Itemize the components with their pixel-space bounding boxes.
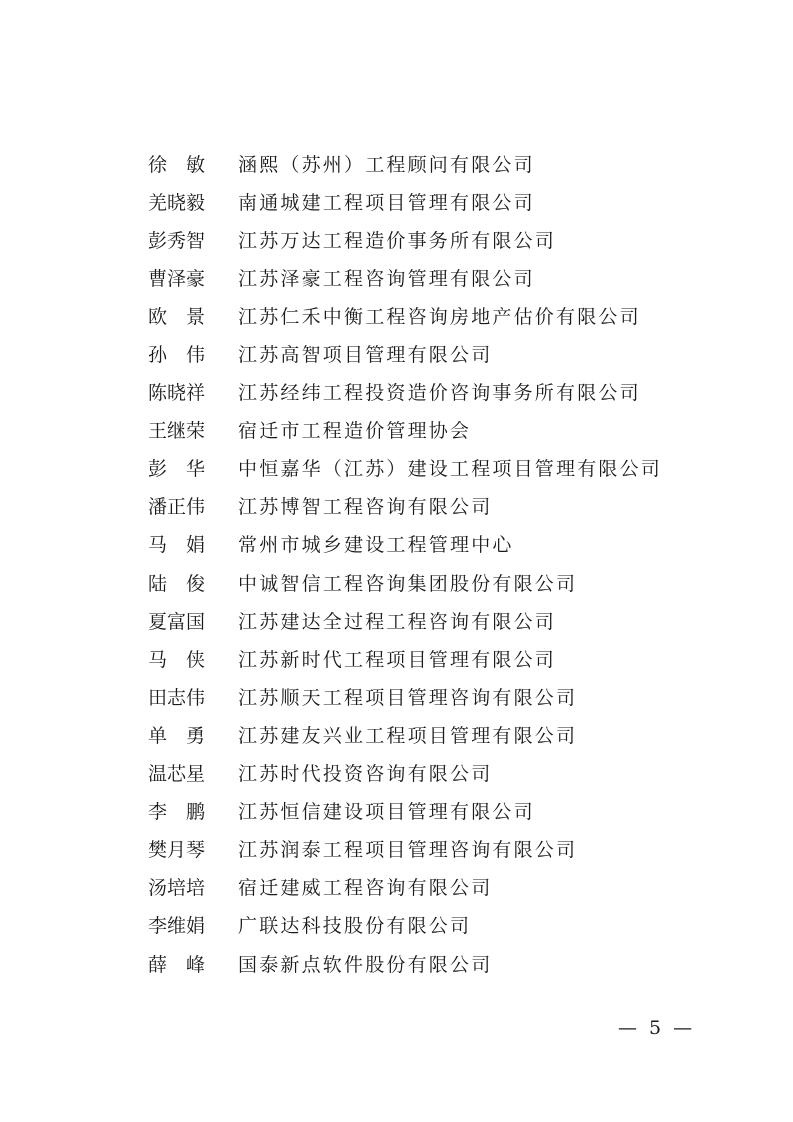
organization-name: 中诚智信工程咨询集团股份有限公司 <box>238 572 578 595</box>
list-item <box>148 449 708 487</box>
list-item <box>148 411 708 449</box>
list-item <box>148 182 708 220</box>
person-name: 彭 华 <box>148 458 206 481</box>
list-item <box>148 677 708 715</box>
person-name: 马 娟 <box>148 534 206 557</box>
list-item <box>148 487 708 525</box>
member-list <box>148 144 708 982</box>
person-name: 陆 俊 <box>148 572 206 595</box>
person-name: 王继荣 <box>148 420 206 443</box>
list-item <box>148 296 708 334</box>
list-item <box>148 792 708 830</box>
organization-name: 江苏经纬工程投资造价咨询事务所有限公司 <box>238 382 641 405</box>
list-item <box>148 525 708 563</box>
organization-name: 江苏博智工程咨询有限公司 <box>238 496 493 519</box>
organization-name: 江苏时代投资咨询有限公司 <box>238 763 493 786</box>
organization-name: 江苏建友兴业工程项目管理有限公司 <box>238 724 578 747</box>
list-item <box>148 220 708 258</box>
organization-name: 江苏建达全过程工程咨询有限公司 <box>238 610 557 633</box>
person-name: 单 勇 <box>148 724 206 747</box>
person-name: 马 侠 <box>148 648 206 671</box>
list-item <box>148 258 708 296</box>
organization-name: 江苏润泰工程项目管理咨询有限公司 <box>238 839 578 862</box>
list-item <box>148 906 708 944</box>
list-item <box>148 868 708 906</box>
list-item <box>148 563 708 601</box>
organization-name: 江苏高智项目管理有限公司 <box>238 344 493 367</box>
organization-name: 广联达科技股份有限公司 <box>238 915 472 938</box>
person-name: 李 鹏 <box>148 801 206 824</box>
organization-name: 宿迁建威工程咨询有限公司 <box>238 877 493 900</box>
person-name: 温芯星 <box>148 763 206 786</box>
person-name: 彭秀智 <box>148 229 206 252</box>
list-item <box>148 639 708 677</box>
person-name: 曹泽豪 <box>148 267 206 290</box>
list-item <box>148 601 708 639</box>
person-name: 陈晓祥 <box>148 382 206 405</box>
page-number: — 5 — <box>618 1017 696 1039</box>
person-name: 田志伟 <box>148 686 206 709</box>
organization-name: 常州市城乡建设工程管理中心 <box>238 534 514 557</box>
list-item <box>148 334 708 372</box>
person-name: 潘正伟 <box>148 496 206 519</box>
list-item <box>148 754 708 792</box>
person-name: 樊月琴 <box>148 839 206 862</box>
person-name: 李维娟 <box>148 915 206 938</box>
list-item <box>148 373 708 411</box>
organization-name: 中恒嘉华（江苏）建设工程项目管理有限公司 <box>238 458 663 481</box>
organization-name: 江苏万达工程造价事务所有限公司 <box>238 229 557 252</box>
list-item <box>148 144 708 182</box>
organization-name: 江苏顺天工程项目管理咨询有限公司 <box>238 686 578 709</box>
organization-name: 南通城建工程项目管理有限公司 <box>238 191 535 214</box>
person-name: 夏富国 <box>148 610 206 633</box>
person-name: 羌晓毅 <box>148 191 206 214</box>
organization-name: 江苏仁禾中衡工程咨询房地产估价有限公司 <box>238 305 641 328</box>
list-item <box>148 830 708 868</box>
list-item <box>148 944 708 982</box>
organization-name: 江苏恒信建设项目管理有限公司 <box>238 801 535 824</box>
organization-name: 涵熙（苏州）工程顾问有限公司 <box>238 153 535 176</box>
organization-name: 江苏新时代工程项目管理有限公司 <box>238 648 557 671</box>
list-item <box>148 715 708 753</box>
person-name: 孙 伟 <box>148 344 206 367</box>
person-name: 徐 敏 <box>148 153 206 176</box>
person-name: 汤培培 <box>148 877 206 900</box>
organization-name: 宿迁市工程造价管理协会 <box>238 420 472 443</box>
organization-name: 国泰新点软件股份有限公司 <box>238 953 493 976</box>
organization-name: 江苏泽豪工程咨询管理有限公司 <box>238 267 535 290</box>
person-name: 薛 峰 <box>148 953 206 976</box>
person-name: 欧 景 <box>148 305 206 328</box>
